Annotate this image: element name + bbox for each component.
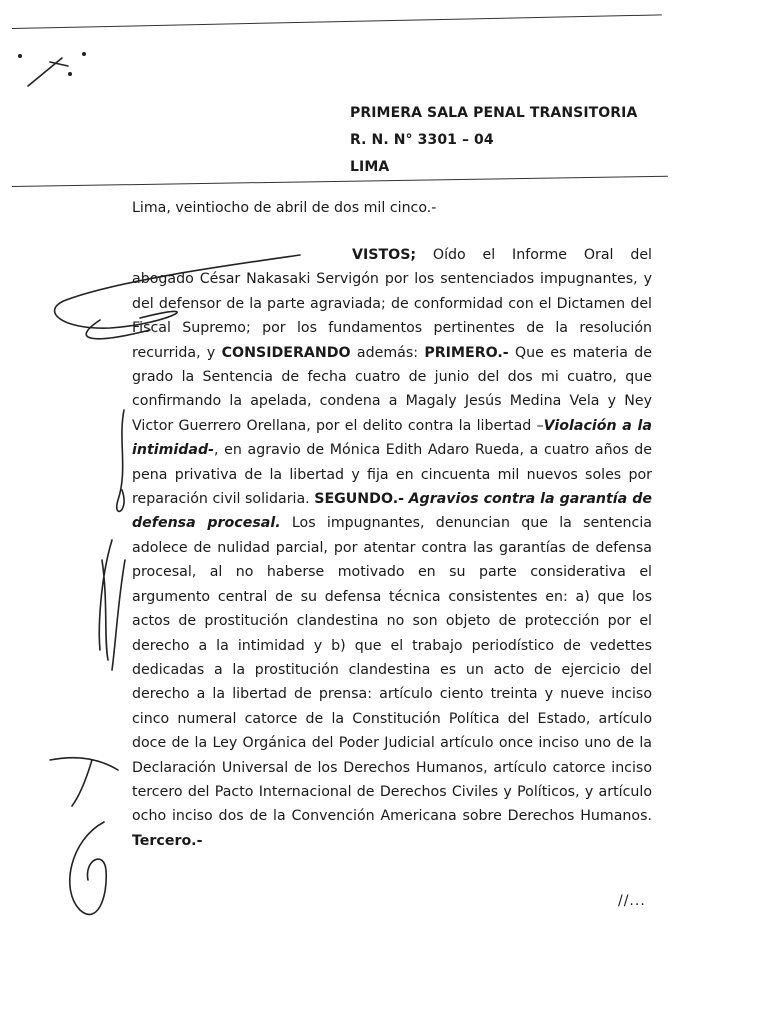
margin-stroke-3: [50, 758, 118, 806]
corner-mark: [28, 58, 68, 86]
primero-heading: PRIMERO.-: [424, 344, 509, 361]
body-text-4: , en agravio de Mónica Edith Adaro Rueda, a cuatro años de pena privativa de la libertad y fija en cincuenta mil nuevos soles por reparación civil solidaria.: [132, 442, 652, 508]
case-number: R. N. N° 3301 – 04: [350, 132, 494, 148]
city-name: LIMA: [350, 159, 390, 175]
body-text-2: además:: [350, 344, 425, 361]
resolution-body: [132, 243, 652, 853]
margin-stroke-4: [70, 822, 106, 914]
document-header: [350, 100, 637, 181]
vistos-heading: VISTOS;: [352, 247, 417, 263]
tercero-heading: Tercero.-: [132, 832, 203, 849]
court-name: PRIMERA SALA PENAL TRANSITORIA: [350, 105, 638, 121]
offense-name: Violación a la intimidad-: [132, 417, 652, 459]
segundo-heading: SEGUNDO.-: [314, 491, 404, 508]
body-text-1: Oído el Informe Oral del abogado César Nakasaki Servigón por los sentenciados impugnantes, y del defensor de la parte agraviada; de conformidad con el Dictamen del Fiscal Supremo; por los fundamentos pertinentes de la resolución recurrida, y: [132, 247, 652, 361]
date-line: Lima, veintiocho de abril de dos mil cinco.-: [132, 200, 437, 216]
margin-stroke-1: [117, 410, 124, 511]
body-text-3: Que es materia de grado la Sentencia de fecha cuatro de junio del dos mi cuatro, que confirmando la apelada, condena a Magaly Jesús Medina Vela y Ney Victor Guerrero Orellana, por el delito contra la libertad –: [132, 344, 652, 434]
header-rule: [12, 176, 668, 187]
body-text-5: Los impugnantes, denuncian que la sentencia adolece de nulidad parcial, por atentar contra las garantías de defensa procesal, al no haberse motivado en su parte considerativa el argumento central de su defensa técnica consistentes en: a) que los actos de prostitución clandestina no son objeto de protección por el derecho a la intimidad y b) que el trabajo periodístico de vedettes dedicadas a la prostitución clandestina es un acto de ejercicio del derecho a la libertad de prensa: artículo ciento treinta y nueve inciso cinco numeral catorce de la Constitución Política del Estado, artículo doce de la Ley Orgánica del Poder Judicial artículo once inciso uno de la Declaración Universal de los Derechos Humanos, artículo catorce inciso tercero del Pacto Internacional de Derechos Civiles y Políticos, y artículo ocho inciso dos de la Convención Americana sobre Derechos Humanos.: [132, 515, 652, 825]
continued-mark: //...: [618, 893, 646, 909]
top-rule: [12, 14, 662, 29]
agravios-heading: Agravios contra la garantía de defensa procesal.: [132, 491, 652, 532]
margin-stroke-2: [99, 540, 125, 670]
considerando-heading: CONSIDERANDO: [221, 344, 351, 361]
